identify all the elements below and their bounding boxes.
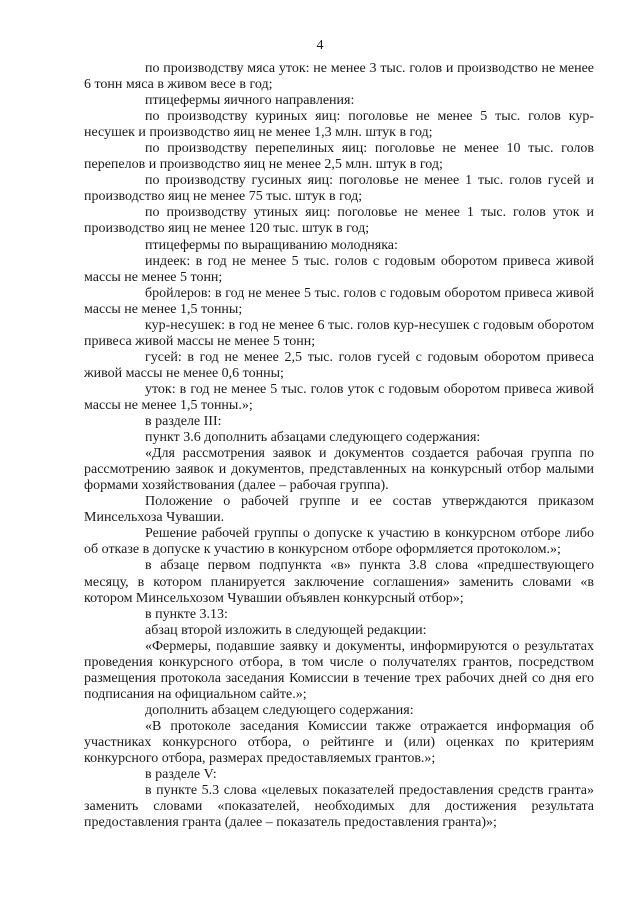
paragraph: в пункте 3.13:	[145, 606, 228, 622]
paragraph: птицефермы по выращиванию молодняка:	[145, 237, 398, 253]
paragraph: в абзаце первом подпункта «в» пункта 3.8 слова «предшествующего месяцу, в котором планируется заключение соглашения» заменить словами «в котором Минсельхозом Чувашии объявлен конкурсный отбор»;	[84, 558, 594, 606]
document-body	[84, 61, 594, 831]
paragraph: в разделе III:	[145, 414, 222, 430]
paragraph: кур-несушек: в год не менее 6 тыс. голов кур-несушек с годовым оборотом привеса живой массы не менее 5 тонн;	[84, 317, 594, 349]
paragraph: по производству куриных яиц: поголовье не менее 5 тыс. голов кур-несушек и производство яиц не менее 1,3 млн. штук в год;	[84, 109, 594, 141]
page-number: 4	[316, 38, 324, 53]
paragraph: дополнить абзацем следующего содержания:	[145, 702, 414, 718]
paragraph: по производству гусиных яиц: поголовье не менее 1 тыс. голов гусей и производство яиц не менее 75 тыс. штук в год;	[84, 173, 594, 205]
paragraph: бройлеров: в год не менее 5 тыс. голов с годовым оборотом привеса живой массы не менее 1,5 тонны;	[84, 285, 594, 317]
paragraph: в пункте 5.3 слова «целевых показателей предоставления средств гранта» заменить словами «показателей, необходимых для достижения результата предоставления гранта (далее – показатель предоставления гранта)»;	[84, 783, 594, 831]
paragraph: в разделе V:	[145, 767, 217, 783]
paragraph: по производству перепелиных яиц: поголовье не менее 10 тыс. голов перепелов и производство яиц не менее 2,5 млн. штук в год;	[84, 141, 594, 173]
paragraph: «Для рассмотрения заявок и документов создается рабочая группа по рассмотрению заявок и документов, представленных на конкурсный отбор малыми формами хозяйствования (далее – рабочая группа).	[84, 446, 594, 494]
paragraph: «В протоколе заседания Комиссии также отражается информация об участниках конкурсного отбора, о рейтинге и (или) оценках по критериям конкурсного отбора, размерах предоставляемых грантов.»;	[84, 718, 594, 767]
paragraph: по производству мяса уток: не менее 3 тыс. голов и производство не менее 6 тонн мяса в живом весе в год;	[84, 61, 594, 93]
paragraph: индеек: в год не менее 5 тыс. голов с годовым оборотом привеса живой массы не менее 5 тонн;	[84, 253, 594, 285]
paragraph: уток: в год не менее 5 тыс. голов уток с годовым оборотом привеса живой массы не менее 1,5 тонны.»;	[84, 381, 594, 413]
paragraph: гусей: в год не менее 2,5 тыс. голов гусей с годовым оборотом привеса живой массы не менее 0,6 тонны;	[84, 349, 594, 381]
paragraph: Положение о рабочей группе и ее состав утверждаются приказом Минсельхоза Чувашии.	[84, 494, 594, 526]
paragraph: «Фермеры, подавшие заявку и документы, информируются о результатах проведения конкурсного отбора, в том числе о получателях грантов, посредством размещения протокола заседания Комиссии в течение трех рабочих дней со дня его подписания на официальном сайте.»;	[84, 638, 594, 702]
paragraph: по производству утиных яиц: поголовье не менее 1 тыс. голов уток и производство яиц не менее 120 тыс. штук в год;	[84, 205, 594, 237]
paragraph: Решение рабочей группы о допуске к участию в конкурсном отборе либо об отказе в допуске к участию в конкурсном отборе оформляется протоколом.»;	[84, 526, 594, 558]
paragraph: птицефермы яичного направления:	[145, 93, 355, 109]
paragraph: пункт 3.6 дополнить абзацами следующего содержания:	[145, 430, 481, 446]
paragraph: абзац второй изложить в следующей редакции:	[145, 622, 427, 638]
